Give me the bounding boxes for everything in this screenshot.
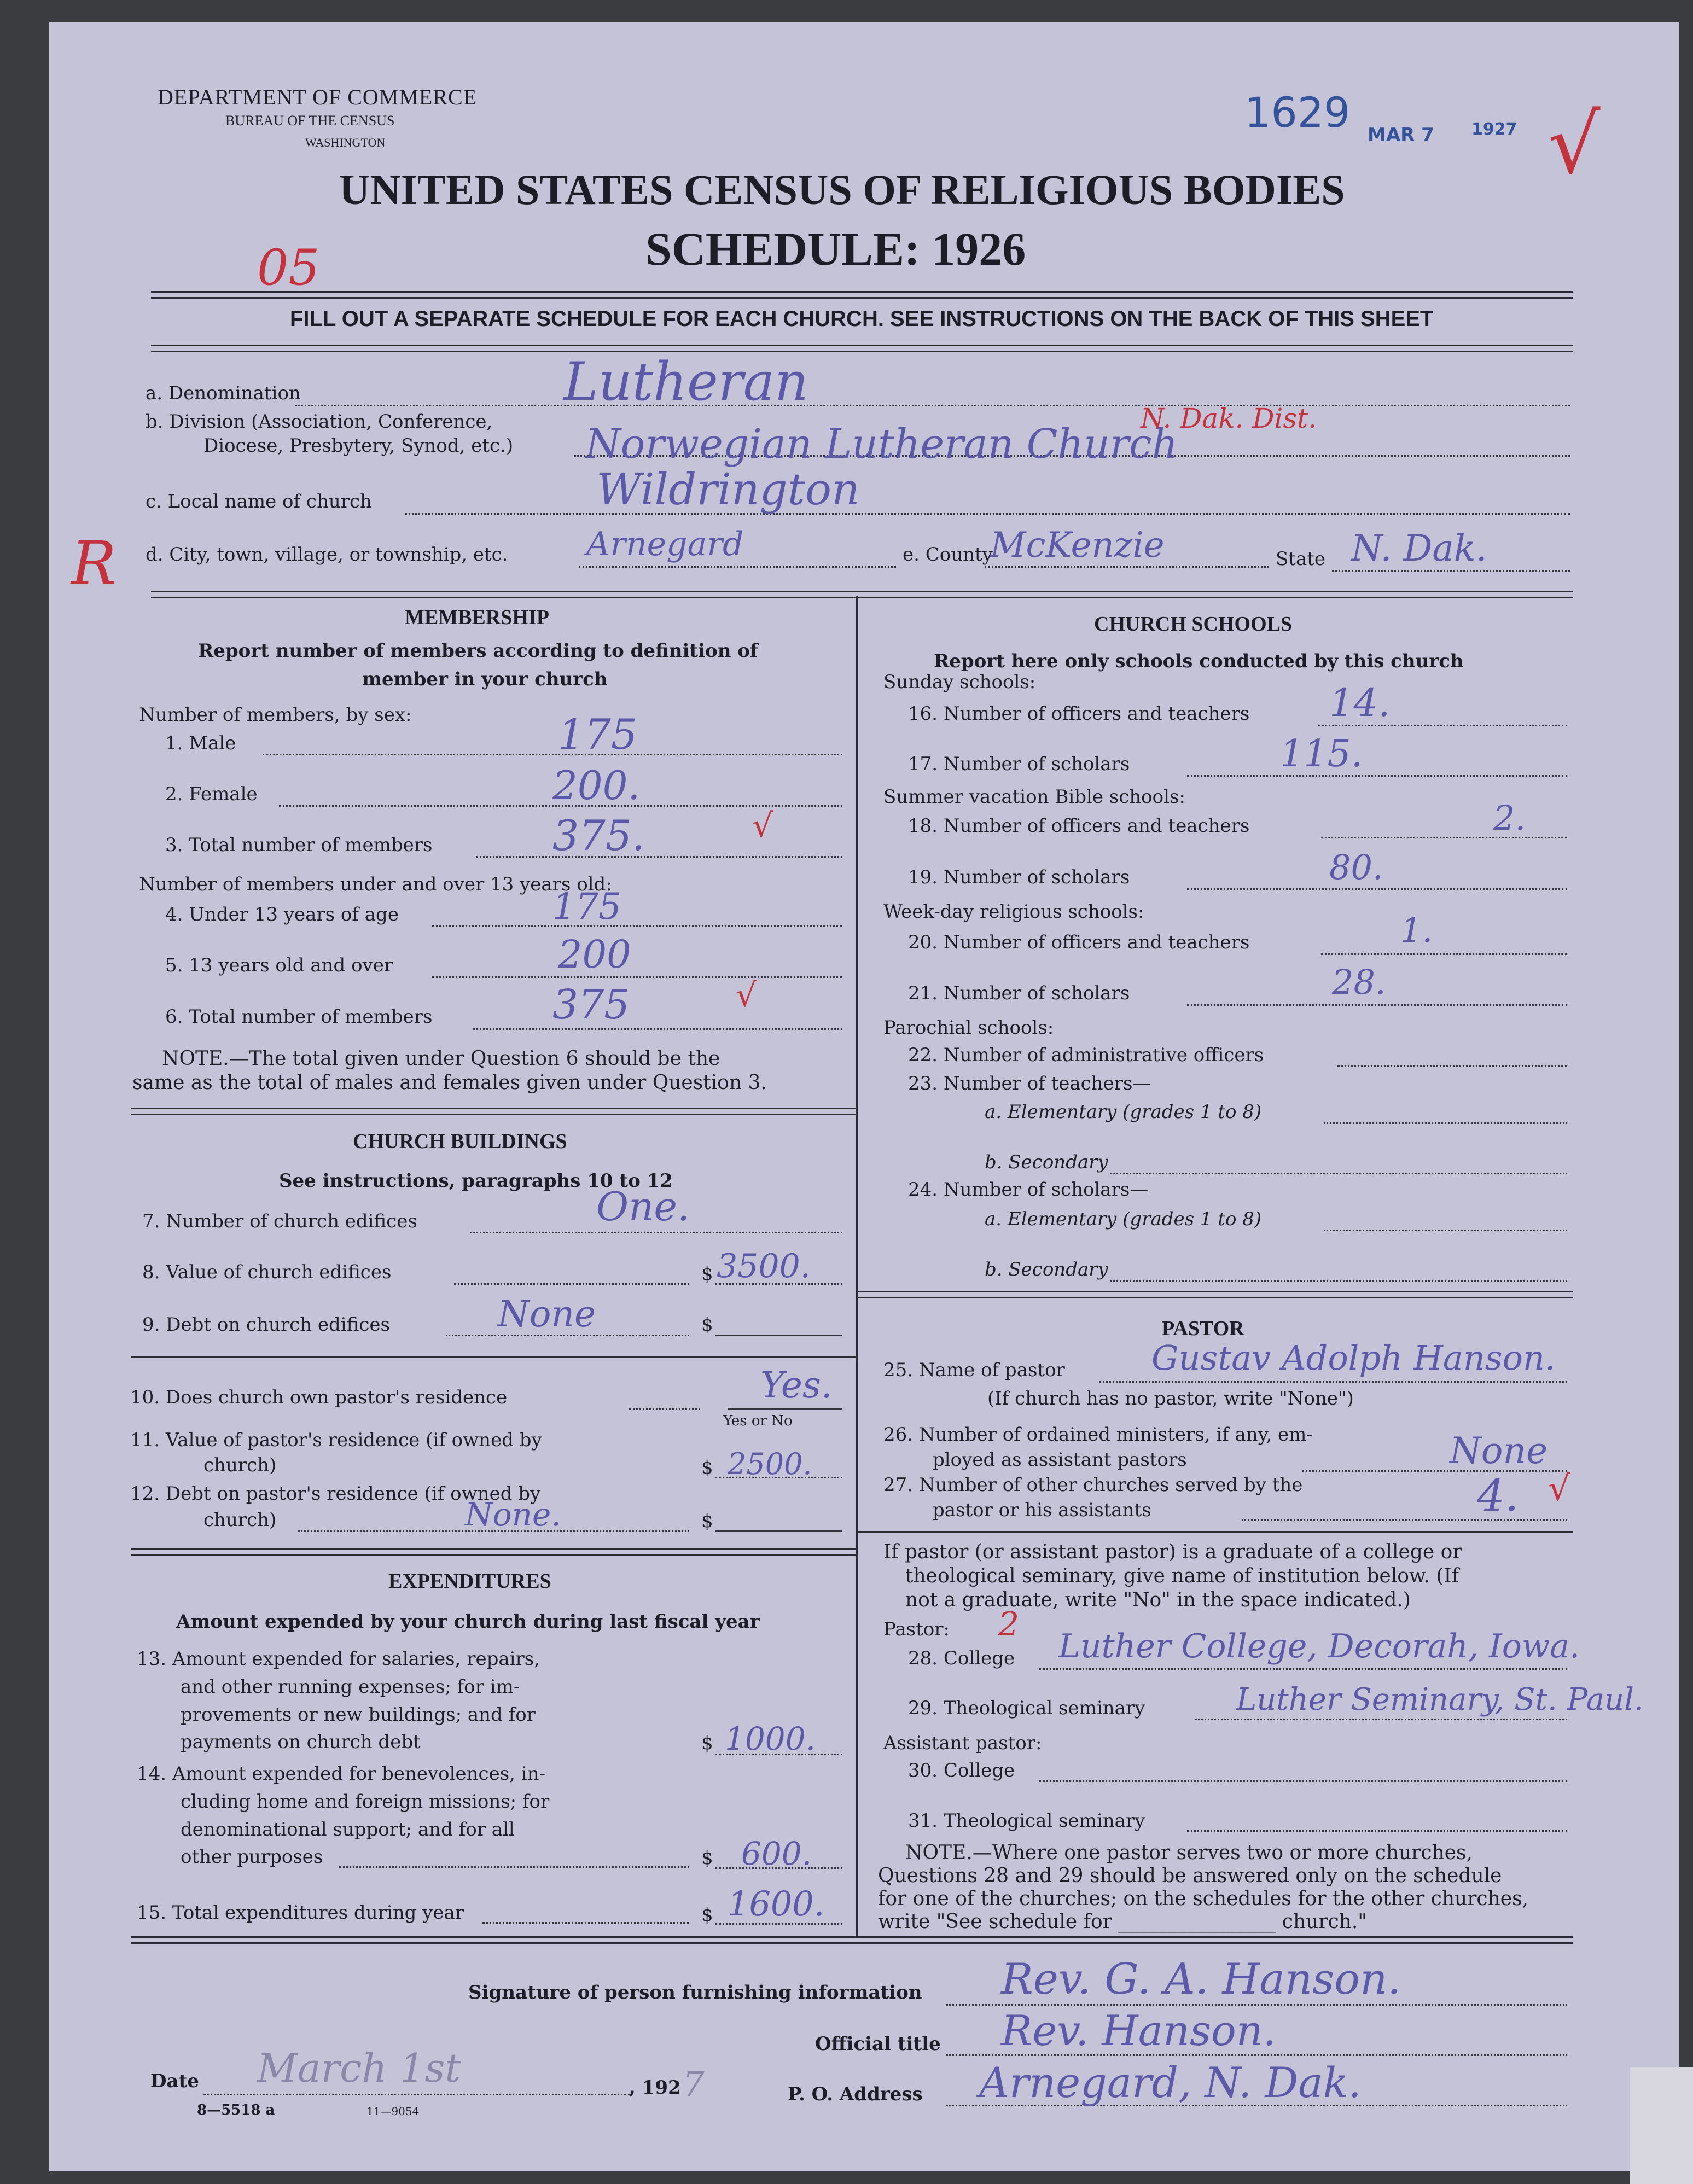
- folder-tab: [1630, 2067, 1693, 2184]
- state-label: State: [1276, 548, 1326, 570]
- q27-label-line2: pastor or his assistants: [933, 1499, 1151, 1521]
- members-by-sex-label: Number of members, by sex:: [139, 704, 412, 726]
- received-year-stamp: 1927: [1471, 120, 1517, 139]
- local-name-field[interactable]: [405, 513, 1570, 515]
- q1-field[interactable]: [263, 754, 842, 755]
- membership-sub2: member in your church: [362, 668, 608, 690]
- accession-number-stamp: 1629: [1244, 88, 1351, 137]
- q13-dollar: $: [701, 1732, 713, 1754]
- schools-sub: Report here only schools conducted by this church: [934, 650, 1464, 672]
- expenditures-heading: EXPENDITURES: [388, 1570, 551, 1593]
- q14-label-line4: other purposes: [181, 1846, 323, 1868]
- denomination-value: Lutheran: [563, 351, 808, 412]
- q23b-field[interactable]: [1110, 1173, 1567, 1174]
- q5-value: 200: [558, 932, 631, 977]
- q10-label: 10. Does church own pastor's residence: [130, 1387, 508, 1408]
- print-number: 11—9054: [366, 2105, 420, 2118]
- date-label: Date: [150, 2070, 199, 2092]
- schools-rule: [858, 1291, 1573, 1298]
- q4-value: 175: [552, 886, 621, 928]
- q11-label-line1: 11. Value of pastor's residence (if owned by: [130, 1429, 542, 1451]
- q24a-field[interactable]: [1324, 1230, 1567, 1231]
- po-address-label: P. O. Address: [788, 2083, 923, 2105]
- q19-value: 80.: [1329, 847, 1383, 887]
- q6-field[interactable]: [473, 1028, 842, 1030]
- q24b-field[interactable]: [1110, 1280, 1567, 1282]
- q25-value: Gustav Adolph Hanson.: [1151, 1338, 1556, 1378]
- expenditures-sub: Amount expended by your church during last fiscal year: [176, 1611, 760, 1633]
- q18-value: 2.: [1493, 798, 1526, 838]
- q23-label: 23. Number of teachers—: [908, 1073, 1151, 1094]
- denomination-label: a. Denomination: [146, 382, 301, 404]
- q14-label-line2: cluding home and foreign missions; for: [181, 1791, 550, 1813]
- city-name: WASHINGTON: [305, 136, 386, 149]
- city-label: d. City, town, village, or township, etc.: [146, 544, 508, 566]
- yes-or-no-hint: Yes or No: [723, 1413, 793, 1429]
- q15-value: 1600.: [728, 1884, 825, 1924]
- q15-dollar: $: [701, 1904, 713, 1926]
- q23a-field[interactable]: [1324, 1122, 1567, 1124]
- q27-value: 4.: [1477, 1470, 1519, 1521]
- q4-field[interactable]: [432, 925, 842, 927]
- q5-label: 5. 13 years old and over: [165, 954, 393, 976]
- q8-dollar: $: [701, 1263, 713, 1285]
- membership-note-line2: same as the total of males and females given under Question 3.: [132, 1071, 767, 1094]
- q30-field[interactable]: [1039, 1780, 1567, 1782]
- q22-field[interactable]: [1337, 1065, 1567, 1067]
- q3-check: √: [752, 807, 773, 845]
- q28-label: 28. College: [908, 1647, 1015, 1669]
- marginal-mark-05: 05: [257, 239, 320, 296]
- state-value: N. Dak.: [1351, 527, 1487, 569]
- body-bottom-rule: [131, 1936, 1573, 1944]
- q7-label: 7. Number of church edifices: [142, 1210, 417, 1232]
- city-field[interactable]: [579, 566, 896, 568]
- q26-label-line1: 26. Number of ordained ministers, if any, em-: [883, 1424, 1313, 1446]
- date-field[interactable]: [203, 2094, 630, 2095]
- q21-field[interactable]: [1187, 1004, 1567, 1006]
- date-year-prefix: , 192: [629, 2077, 681, 2099]
- q29-label: 29. Theological seminary: [908, 1697, 1145, 1719]
- q13-label-line2: and other running expenses; for im-: [181, 1676, 520, 1698]
- q14-value: 600.: [741, 1835, 812, 1872]
- parochial-schools-label: Parochial schools:: [883, 1017, 1054, 1039]
- q17-label: 17. Number of scholars: [908, 753, 1130, 775]
- date-year-suffix: 7: [683, 2064, 705, 2104]
- q19-label: 19. Number of scholars: [908, 866, 1130, 888]
- q14-label-line1: 14. Amount expended for benevolences, in-: [137, 1763, 546, 1785]
- q13-label-line1: 13. Amount expended for salaries, repairs,: [137, 1648, 540, 1670]
- q9-label: 9. Debt on church edifices: [142, 1314, 390, 1336]
- check-mark-top: √: [1548, 97, 1601, 193]
- form-number: 8—5518 a: [197, 2102, 275, 2118]
- summer-schools-label: Summer vacation Bible schools:: [883, 786, 1185, 808]
- city-value: Arnegard: [586, 525, 744, 563]
- q8-label: 8. Value of church edifices: [142, 1261, 392, 1283]
- pastor-note-line4: write "See schedule for ________________ church.": [878, 1911, 1367, 1933]
- q28-value: Luther College, Decorah, Iowa.: [1058, 1627, 1580, 1665]
- q3-field[interactable]: [476, 856, 842, 858]
- q18-label: 18. Number of officers and teachers: [908, 815, 1250, 837]
- pastor-note-line1: NOTE.—Where one pastor serves two or more churches,: [905, 1842, 1473, 1864]
- q12-value: None.: [465, 1496, 561, 1533]
- q12-amount-field[interactable]: [715, 1530, 842, 1532]
- division-label-line1: b. Division (Association, Conference,: [146, 411, 493, 433]
- q31-label: 31. Theological seminary: [908, 1810, 1145, 1832]
- q16-label: 16. Number of officers and teachers: [908, 703, 1250, 725]
- q9-value: None: [498, 1293, 596, 1335]
- po-address-value: Arnegard, N. Dak.: [979, 2058, 1362, 2107]
- q13-value: 1000.: [725, 1720, 816, 1757]
- identity-rule: [151, 591, 1573, 598]
- q21-value: 28.: [1332, 962, 1386, 1002]
- q25-label: 25. Name of pastor: [883, 1359, 1065, 1381]
- q20-field[interactable]: [1321, 953, 1567, 955]
- q10-field[interactable]: [629, 1408, 700, 1410]
- q22-label: 22. Number of administrative officers: [908, 1044, 1264, 1066]
- q21-label: 21. Number of scholars: [908, 982, 1130, 1004]
- q3-label: 3. Total number of members: [165, 834, 433, 856]
- q11-value: 2500.: [728, 1447, 812, 1481]
- q12-label-line1: 12. Debt on pastor's residence (if owned by: [130, 1483, 541, 1505]
- form-title: UNITED STATES CENSUS OF RELIGIOUS BODIES: [339, 166, 1345, 213]
- local-name-label: c. Local name of church: [146, 491, 372, 512]
- q24-label: 24. Number of scholars—: [908, 1179, 1149, 1201]
- received-date-stamp: MAR 7: [1368, 124, 1434, 146]
- q8-field[interactable]: [454, 1283, 689, 1285]
- sunday-schools-label: Sunday schools:: [883, 671, 1036, 693]
- q27-label-line1: 27. Number of other churches served by the: [883, 1474, 1303, 1496]
- pastor-mid-rule: [858, 1531, 1573, 1533]
- buildings-sub: See instructions, paragraphs 10 to 12: [279, 1170, 673, 1192]
- q14-dollar: $: [701, 1847, 713, 1869]
- q1-label: 1. Male: [165, 732, 236, 754]
- signature-value: Rev. G. A. Hanson.: [1001, 1955, 1401, 2004]
- pastor-heading: PASTOR: [1162, 1317, 1244, 1340]
- q28-field[interactable]: [1039, 1668, 1567, 1670]
- pastor-note-line3: for one of the churches; on the schedules for the other churches,: [878, 1888, 1528, 1910]
- pastor-note-line2: Questions 28 and 29 should be answered only on the schedule: [878, 1865, 1502, 1887]
- q24a-label: a. Elementary (grades 1 to 8): [985, 1208, 1262, 1230]
- assistant-pastor-subheading: Assistant pastor:: [883, 1732, 1042, 1754]
- membership-heading: MEMBERSHIP: [405, 606, 549, 629]
- q6-label: 6. Total number of members: [165, 1006, 433, 1028]
- q10-answer-field[interactable]: [728, 1408, 842, 1410]
- q15-field[interactable]: [482, 1922, 689, 1924]
- buildings-rule: [131, 1548, 856, 1556]
- q8-value: 3500.: [717, 1247, 811, 1285]
- q27-check: √: [1548, 1469, 1570, 1509]
- q11-dollar: $: [701, 1457, 713, 1478]
- county-value: McKenzie: [990, 525, 1165, 566]
- q3-value: 375.: [552, 811, 645, 860]
- q23b-label: b. Secondary: [985, 1151, 1108, 1173]
- membership-sub1: Report number of members according to definition of: [198, 640, 758, 662]
- q14-field[interactable]: [339, 1866, 689, 1868]
- q26-value: None: [1450, 1430, 1548, 1472]
- q10-value: Yes.: [760, 1364, 833, 1406]
- q23a-label: a. Elementary (grades 1 to 8): [985, 1101, 1262, 1123]
- county-label: e. County: [903, 544, 993, 566]
- membership-note-line1: NOTE.—The total given under Question 6 should be the: [162, 1047, 720, 1070]
- signature-label: Signature of person furnishing information: [468, 1982, 922, 2004]
- marginal-mark-r: R: [71, 528, 117, 598]
- department-name: DEPARTMENT OF COMMERCE: [158, 85, 478, 109]
- q9-dollar: $: [701, 1314, 713, 1336]
- q12-dollar: $: [701, 1510, 713, 1532]
- q30-label: 30. College: [908, 1760, 1015, 1781]
- state-field[interactable]: [1332, 570, 1570, 572]
- q13-label-line4: payments on church debt: [181, 1731, 421, 1753]
- q7-field[interactable]: [470, 1232, 842, 1233]
- q17-field[interactable]: [1187, 775, 1567, 777]
- q24b-label: b. Secondary: [985, 1259, 1108, 1280]
- members-by-age-label: Number of members under and over 13 years old:: [139, 873, 612, 895]
- q6-check: √: [736, 976, 757, 1015]
- q11-label-line2: church): [203, 1454, 277, 1476]
- fill-out-instruction: FILL OUT A SEPARATE SCHEDULE FOR EACH CHURCH. SEE INSTRUCTIONS ON THE BACK OF THIS SHEET: [290, 307, 1434, 331]
- signature-field[interactable]: [946, 2004, 1567, 2006]
- q18-field[interactable]: [1321, 837, 1567, 838]
- schools-heading: CHURCH SCHOOLS: [1094, 613, 1293, 636]
- division-label-line2: Diocese, Presbytery, Synod, etc.): [203, 435, 514, 457]
- q15-label: 15. Total expenditures during year: [137, 1902, 464, 1924]
- graduate-instruction-line2: theological seminary, give name of institution below. (If: [905, 1565, 1459, 1587]
- buildings-mid-rule: [131, 1356, 856, 1358]
- date-value: March 1st: [257, 2045, 461, 2091]
- q12-label-line2: church): [203, 1509, 277, 1531]
- buildings-heading: CHURCH BUILDINGS: [353, 1130, 567, 1153]
- weekday-schools-label: Week-day religious schools:: [883, 901, 1144, 923]
- q7-value: One.: [596, 1184, 690, 1230]
- q25-note: (If church has no pastor, write "None"): [987, 1388, 1354, 1410]
- official-title-label: Official title: [815, 2033, 941, 2055]
- graduate-instruction-line1: If pastor (or assistant pastor) is a graduate of a college or: [883, 1541, 1462, 1563]
- denomination-field[interactable]: [295, 405, 1570, 406]
- census-schedule-sheet: [49, 22, 1679, 2171]
- division-value: Norwegian Lutheran Church: [585, 421, 1178, 468]
- division-note: N. Dak. Dist.: [1141, 403, 1317, 434]
- q5-field[interactable]: [432, 976, 842, 978]
- county-field[interactable]: [985, 566, 1269, 568]
- q16-value: 14.: [1329, 680, 1391, 725]
- local-name-value: Wildrington: [596, 464, 860, 515]
- q2-label: 2. Female: [165, 783, 258, 805]
- q14-label-line3: denominational support; and for all: [181, 1819, 515, 1841]
- q19-field[interactable]: [1187, 888, 1567, 890]
- bureau-name: BUREAU OF THE CENSUS: [225, 113, 395, 129]
- pastor-mark-2: 2: [998, 1605, 1020, 1644]
- form-subtitle: SCHEDULE: 1926: [645, 223, 1026, 275]
- q17-value: 115.: [1280, 732, 1363, 776]
- q4-label: 4. Under 13 years of age: [165, 904, 399, 925]
- header-rule-bottom: [151, 345, 1573, 352]
- graduate-instruction-line3: not a graduate, write "No" in the space indicated.): [905, 1589, 1411, 1611]
- q2-value: 200.: [552, 762, 641, 808]
- q29-field[interactable]: [1195, 1719, 1567, 1720]
- official-title-value: Rev. Hanson.: [1001, 2006, 1276, 2055]
- q6-value: 375: [552, 981, 630, 1028]
- q20-value: 1.: [1400, 910, 1433, 950]
- column-divider: [856, 596, 858, 1936]
- q13-label-line3: provements or new buildings; and for: [181, 1704, 536, 1726]
- q20-label: 20. Number of officers and teachers: [908, 931, 1250, 953]
- header-rule-top: [151, 291, 1573, 299]
- q9-amount-field[interactable]: [715, 1335, 842, 1336]
- membership-rule: [131, 1108, 856, 1115]
- q29-value: Luther Seminary, St. Paul.: [1236, 1682, 1644, 1717]
- q25-field[interactable]: [1099, 1381, 1567, 1383]
- q1-value: 175: [558, 710, 638, 759]
- q31-field[interactable]: [1187, 1830, 1567, 1832]
- pastor-subheading: Pastor:: [883, 1618, 950, 1640]
- q26-label-line2: ployed as assistant pastors: [933, 1449, 1187, 1471]
